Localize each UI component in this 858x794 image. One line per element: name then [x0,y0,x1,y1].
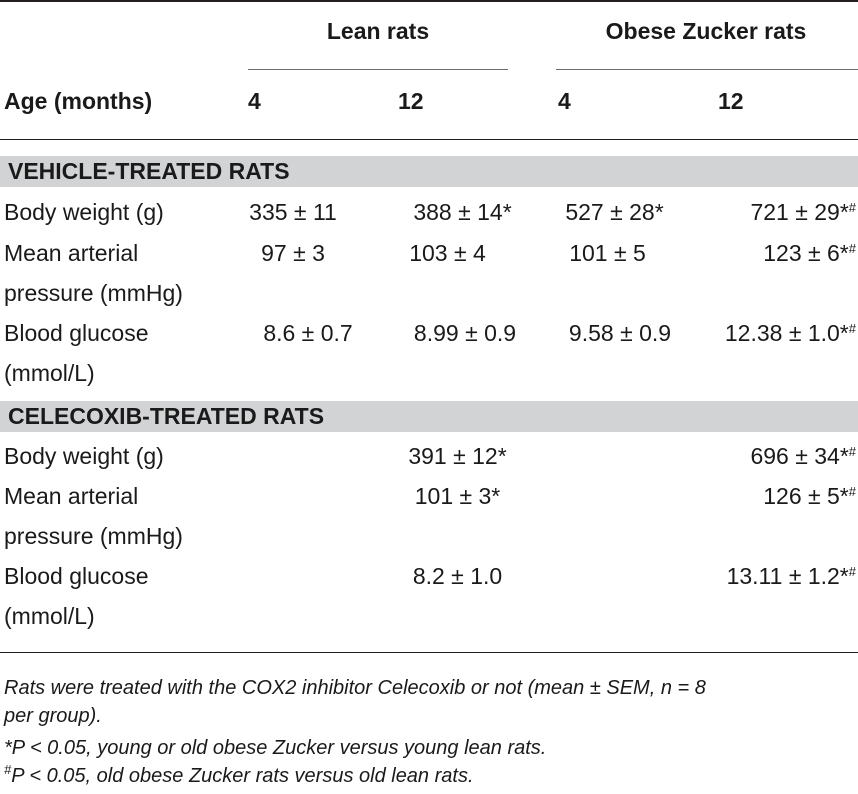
cell-value: 12.38 ± 1.0*# [724,320,856,346]
cell-value: 8.99 ± 0.9 [413,320,517,346]
header-rule [0,139,858,140]
footnote-significance-old: #P < 0.05, old obese Zucker rats versus old lean rats. [4,762,474,787]
bottom-rule [0,652,858,653]
footnote-treatment-continued: per group). [4,705,102,727]
cell-value: 101 ± 3* [414,483,501,509]
cell-value: 103 ± 4 [409,240,486,266]
row-label-continued: (mmol/L) [4,360,95,386]
cell-value: 388 ± 14* [413,199,512,225]
section-title-celecoxib: CELECOXIB-TREATED RATS [8,403,325,429]
row-label: Blood glucose [4,320,149,346]
row-label: Blood glucose [4,563,149,589]
cell-value: 101 ± 5 [569,240,646,266]
cell-value: 391 ± 12* [408,443,507,469]
age-obese-4: 4 [558,88,571,114]
row-label: Body weight (g) [4,443,164,469]
cell-value: 721 ± 29*# [750,199,856,225]
row-label: Mean arterial [4,483,139,509]
cell-value: 8.6 ± 0.7 [263,320,353,346]
group-underline-obese [556,69,858,70]
row-label: Mean arterial [4,240,139,266]
row-label-continued: pressure (mmHg) [4,523,183,549]
footnote-significance-young: *P < 0.05, young or old obese Zucker versus young lean rats. [4,737,547,759]
cell-value: 335 ± 11 [249,199,337,225]
age-obese-12: 12 [718,88,744,114]
cell-value: 123 ± 6*# [763,240,856,266]
cell-value: 527 ± 28* [565,199,664,225]
cell-value: 97 ± 3 [261,240,325,266]
row-label-continued: (mmol/L) [4,603,95,629]
row-label-continued: pressure (mmHg) [4,280,183,306]
footnote-treatment: Rats were treated with the COX2 inhibitor Celecoxib or not (mean ± SEM, n = 8 [4,677,706,699]
cell-value: 9.58 ± 0.9 [568,320,672,346]
age-lean-12: 12 [398,88,424,114]
cell-value: 8.2 ± 1.0 [412,563,503,589]
group-header-lean: Lean rats [326,18,430,44]
group-header-obese: Obese Zucker rats [605,18,807,44]
cell-value: 696 ± 34*# [750,443,856,469]
age-row-label: Age (months) [4,88,153,114]
age-lean-4: 4 [248,88,261,114]
row-label: Body weight (g) [4,199,164,225]
section-title-vehicle: VEHICLE-TREATED RATS [8,158,290,184]
group-underline-lean [248,69,508,70]
top-rule [0,0,858,2]
cell-value: 13.11 ± 1.2*# [726,563,856,589]
cell-value: 126 ± 5*# [763,483,856,509]
